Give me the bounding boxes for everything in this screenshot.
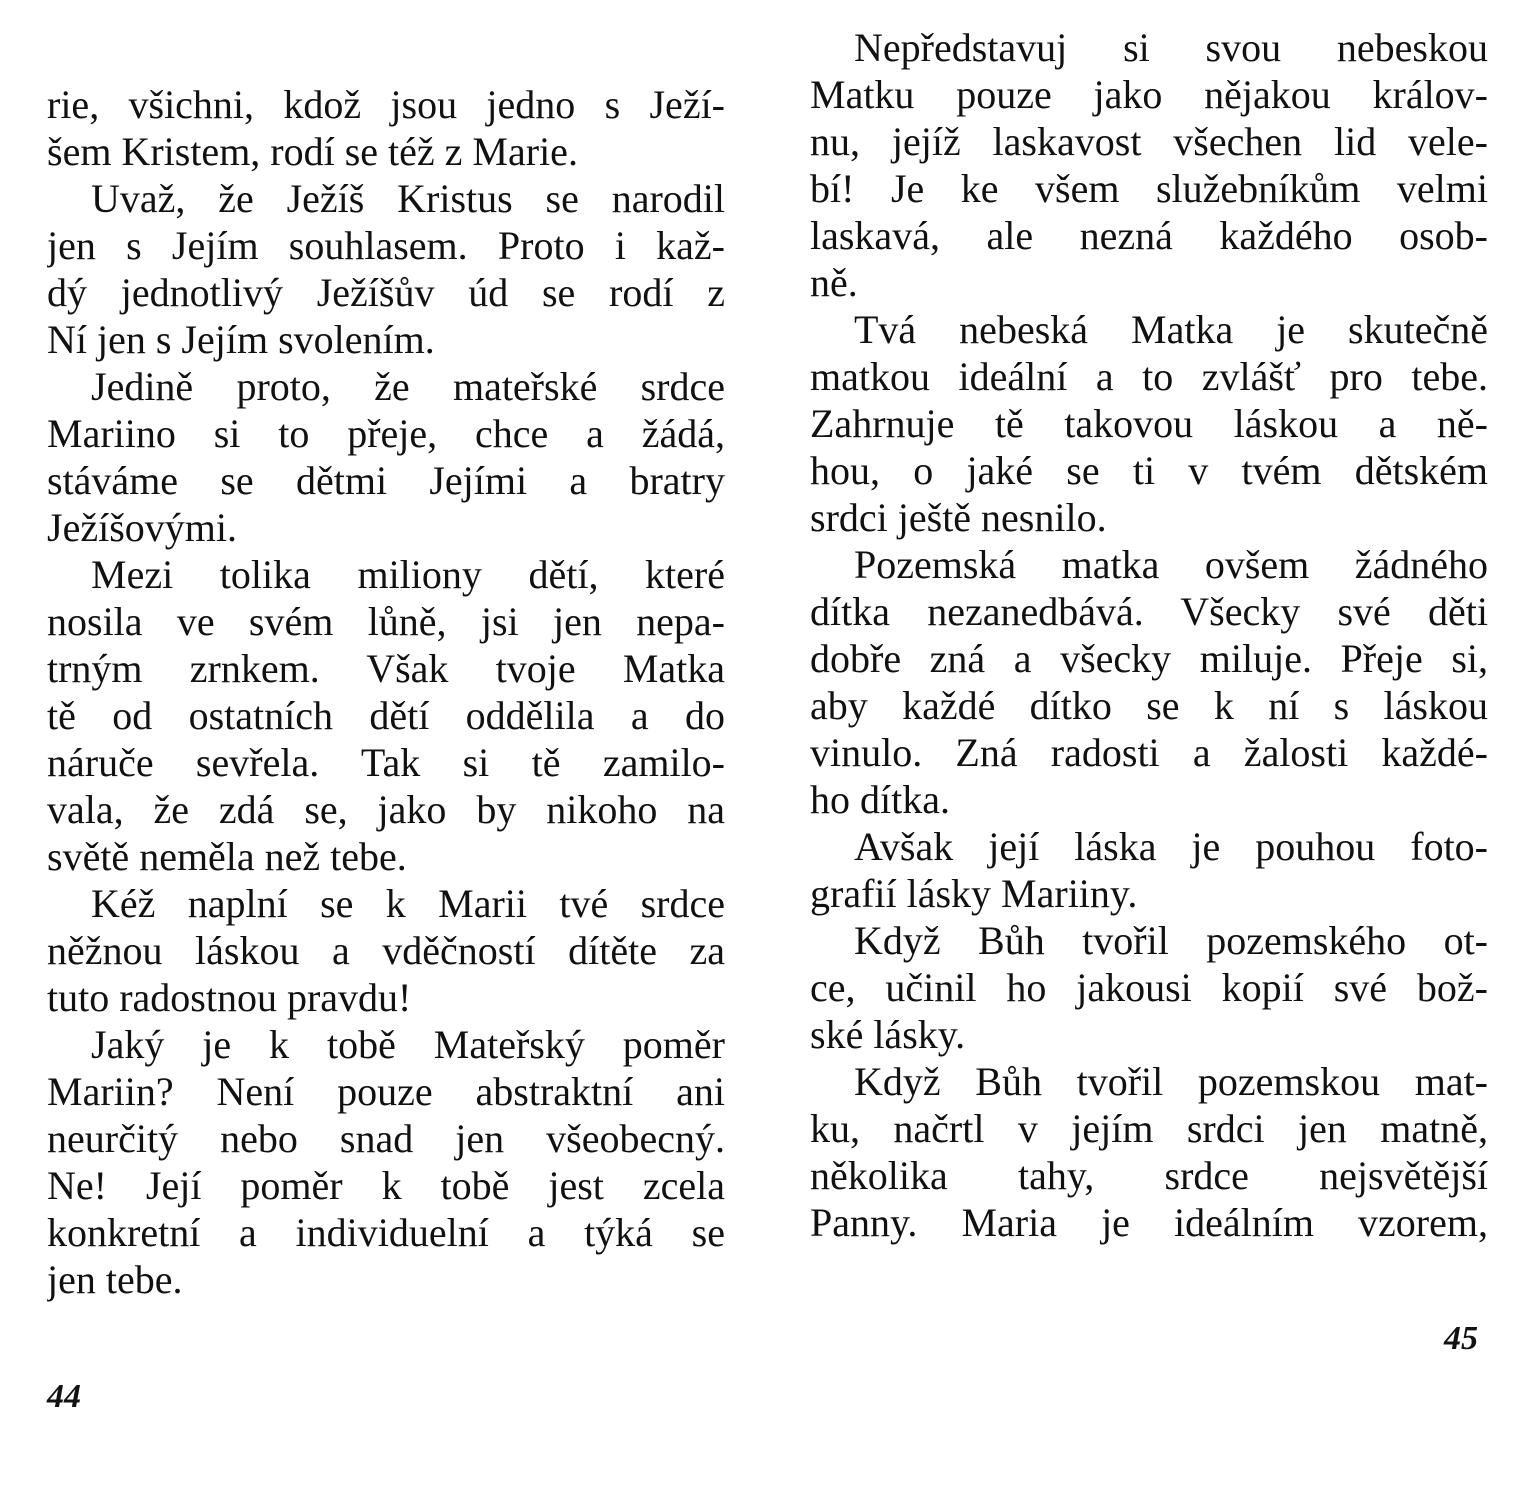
text-line: šem Kristem, rodí se též z Marie.: [47, 129, 578, 174]
text-line: nosila ve svém lůně, jsi jen nepa-: [47, 599, 725, 644]
text-line: tě od ostatních dětí oddělila a do: [47, 693, 725, 738]
text-line: Ne! Její poměr k tobě jest zcela: [47, 1163, 725, 1208]
text-line: trným zrnkem. Však tvoje Matka: [47, 646, 725, 691]
text-line: bí! Je ke všem služebníkům velmi: [810, 166, 1488, 211]
text-line: Ní jen s Jejím svolením.: [47, 317, 435, 362]
text-line: Nepředstavuj si svou nebeskou: [854, 25, 1488, 70]
text-line: ho dítka.: [810, 777, 950, 822]
text-line: několika tahy, srdce nejsvětější: [810, 1153, 1488, 1198]
text-line: Jaký je k tobě Mateřský poměr: [91, 1022, 725, 1067]
left-page: [47, 0, 725, 1500]
text-line: Jedině proto, že mateřské srdce: [91, 364, 725, 409]
text-line: rie, všichni, kdož jsou jedno s Ježí-: [47, 82, 725, 127]
text-line: vala, že zdá se, jako by nikoho na: [47, 787, 725, 832]
text-line: Panny. Maria je ideálním vzorem,: [810, 1200, 1488, 1245]
text-line: neurčitý nebo snad jen všeobecný.: [47, 1116, 725, 1161]
text-line: Zahrnuje tě takovou láskou a ně-: [810, 401, 1488, 446]
text-line: náruče sevřela. Tak si tě zamilo-: [47, 740, 725, 785]
text-line: aby každé dítko se k ní s láskou: [810, 683, 1488, 728]
text-line: jen s Jejím souhlasem. Proto i kaž-: [47, 223, 725, 268]
text-line: Pozemská matka ovšem žádného: [854, 542, 1488, 587]
text-line: srdci ještě nesnilo.: [810, 495, 1107, 540]
text-line: světě neměla než tebe.: [47, 834, 407, 879]
text-line: dý jednotlivý Ježíšův úd se rodí z: [47, 270, 725, 315]
text-line: grafií lásky Mariiny.: [810, 871, 1138, 916]
text-line: něžnou láskou a vděčností dítěte za: [47, 928, 725, 973]
text-line: Když Bůh tvořil pozemskou mat-: [854, 1059, 1488, 1104]
text-line: konkretní a individuelní a týká se: [47, 1210, 725, 1255]
text-line: Když Bůh tvořil pozemského ot-: [854, 918, 1488, 963]
text-line: ce, učinil ho jakousi kopií své bož-: [810, 965, 1488, 1010]
text-line: hou, o jaké se ti v tvém dětském: [810, 448, 1488, 493]
text-line: Tvá nebeská Matka je skutečně: [854, 307, 1488, 352]
text-line: Mariin? Není pouze abstraktní ani: [47, 1069, 725, 1114]
text-line: Mezi tolika miliony dětí, které: [91, 552, 725, 597]
text-line: Avšak její láska je pouhou foto-: [854, 824, 1488, 869]
text-line: ské lásky.: [810, 1012, 966, 1057]
text-line: jen tebe.: [47, 1257, 183, 1302]
right-page-text: [810, 24, 1488, 1246]
text-line: stáváme se dětmi Jejími a bratry: [47, 458, 725, 503]
text-line: Matku pouze jako nějakou králov-: [810, 72, 1488, 117]
right-page: [810, 0, 1488, 1500]
text-line: ku, načrtl v jejím srdci jen matně,: [810, 1106, 1488, 1151]
text-line: tuto radostnou pravdu!: [47, 975, 412, 1020]
page-number: 44: [47, 1378, 81, 1415]
text-line: nu, jejíž laskavost všechen lid vele-: [810, 119, 1488, 164]
text-line: matkou ideální a to zvlášť pro tebe.: [810, 354, 1488, 399]
text-line: vinulo. Zná radosti a žalosti každé-: [810, 730, 1488, 775]
left-page-text: [47, 81, 725, 1303]
text-line: Kéž naplní se k Marii tvé srdce: [91, 881, 725, 926]
text-line: ně.: [810, 260, 858, 305]
text-line: Mariino si to přeje, chce a žádá,: [47, 411, 725, 456]
text-line: dobře zná a všecky miluje. Přeje si,: [810, 636, 1488, 681]
text-line: dítka nezanedbává. Všecky své děti: [810, 589, 1488, 634]
text-line: Ježíšovými.: [47, 505, 237, 550]
text-line: laskavá, ale nezná každého osob-: [810, 213, 1488, 258]
page-number: 45: [1444, 1320, 1478, 1357]
text-line: Uvaž, že Ježíš Kristus se narodil: [91, 176, 725, 221]
